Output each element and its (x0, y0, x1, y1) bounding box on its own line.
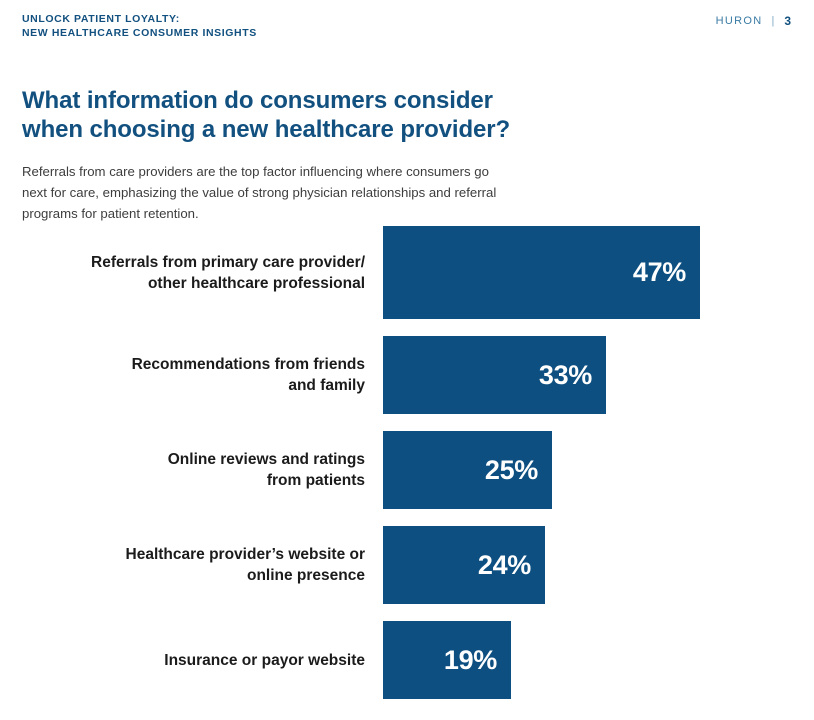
bar-track (383, 526, 814, 604)
bar-fill (383, 431, 552, 509)
header-eyebrow-line1: UNLOCK PATIENT LOYALTY: (22, 13, 180, 25)
bar-value-label: 33% (538, 359, 592, 390)
page-title-line1: What information do consumers consider (22, 87, 493, 115)
bar-label-line2: from patients (266, 472, 365, 489)
bar-label (0, 336, 383, 414)
page-description: Referrals from care providers are the top factor influencing where consumers go next for care, emphasizing the value of strong physician relationships and referral programs for patient retention. (22, 164, 497, 222)
bar-label-line2: online presence (246, 567, 365, 584)
bar-label (0, 621, 383, 699)
bar-chart (0, 226, 814, 716)
bar-label-line2: other healthcare professional (147, 274, 365, 292)
header-eyebrow-line2: NEW HEALTHCARE CONSUMER INSIGHTS (22, 27, 257, 39)
header-eyebrow (22, 12, 792, 40)
bar-value-label: 24% (477, 549, 531, 580)
bar-row (0, 431, 814, 509)
slide-header (22, 12, 792, 46)
bar-fill (383, 621, 511, 699)
bar-fill (383, 526, 545, 604)
bar-label-line1: Healthcare provider’s website or (125, 546, 365, 563)
header-divider: | (771, 15, 776, 27)
bar-value-label: 47% (632, 257, 686, 287)
bar-track (383, 431, 814, 509)
header-brand-block (716, 14, 792, 28)
bar-label (0, 526, 383, 604)
page-title-line2: when choosing a new healthcare provider? (22, 116, 511, 144)
bar-track (383, 336, 814, 414)
bar-row (0, 336, 814, 414)
bar-label (0, 226, 383, 319)
bar-fill (383, 336, 606, 414)
bar-label (0, 431, 383, 509)
bar-label-line1: Recommendations from friends (131, 356, 365, 373)
page-title (22, 86, 662, 144)
bar-track (383, 621, 814, 699)
bar-value-label: 25% (484, 454, 538, 485)
brand-name: HURON (715, 15, 763, 27)
bar-row (0, 226, 814, 319)
page-number: 3 (784, 14, 792, 28)
bar-fill (383, 226, 700, 319)
bar-value-label: 19% (443, 644, 497, 675)
bar-label-line1: Insurance or payor website (164, 651, 365, 669)
bar-label-line2: and family (288, 377, 365, 394)
bar-label-line1: Referrals from primary care provider/ (91, 253, 365, 271)
bar-label-line1: Online reviews and ratings (167, 451, 365, 468)
bar-row (0, 621, 814, 699)
bar-row (0, 526, 814, 604)
bar-track (383, 226, 814, 319)
